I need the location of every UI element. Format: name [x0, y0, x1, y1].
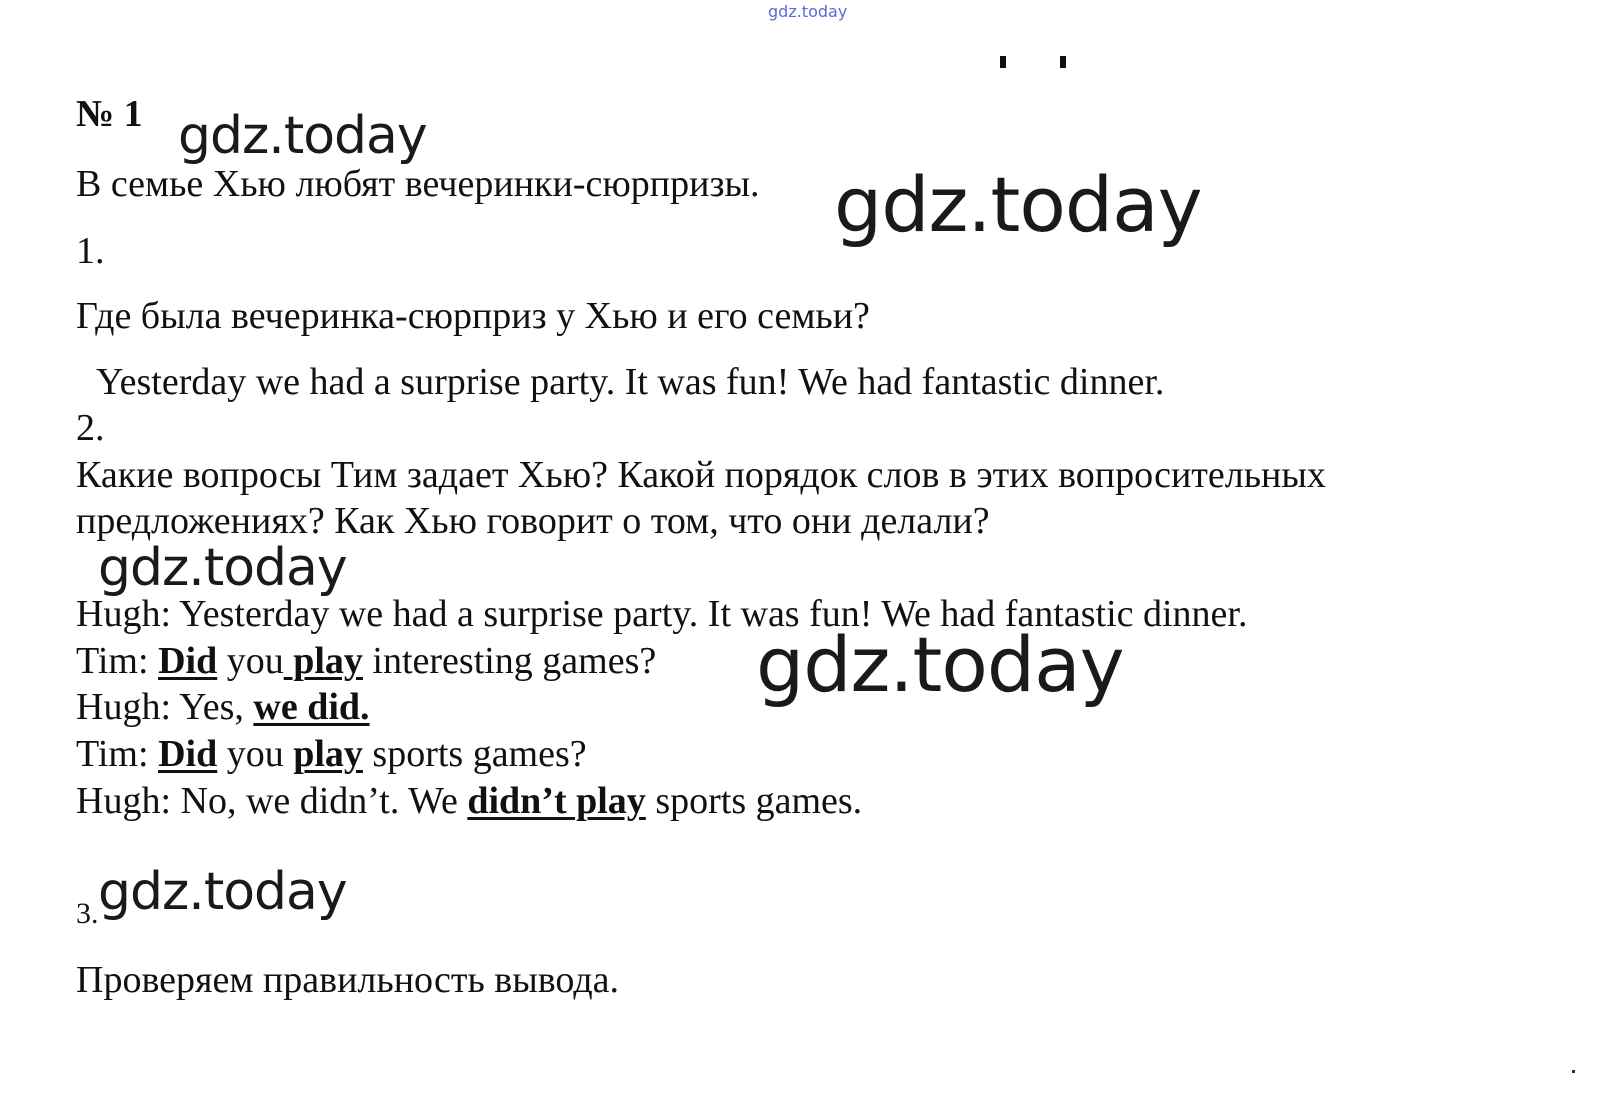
item-3-text: Проверяем правильность вывода.	[76, 959, 620, 1001]
main-verb-play: play	[293, 733, 363, 775]
auxiliary-verb-did: Did	[158, 733, 218, 775]
intro-text: В семье Хью любят вечеринки-сюрпризы.	[76, 163, 760, 205]
speaker-label: Tim:	[76, 640, 159, 682]
speaker-label: Tim:	[76, 733, 159, 775]
watermark: gdz.today	[756, 620, 1124, 709]
exercise-heading: № 1	[76, 93, 143, 135]
short-answer: we did.	[253, 686, 370, 728]
dialogue-line	[76, 685, 370, 729]
speaker-label: Hugh: No, we didn’t. We	[76, 780, 468, 822]
dialogue-line: Hugh: Yesterday we had a surprise party. It was fun! We had fantastic dinner.	[76, 593, 1248, 635]
item-2-question-line-2: предложениях? Как Хью говорит о том, что они делали?	[76, 500, 990, 542]
dialogue-line	[76, 779, 862, 823]
item-2-number: 2.	[76, 407, 105, 449]
dialogue-text: you	[217, 733, 294, 775]
negative-answer: didn’t play	[467, 780, 646, 822]
watermark: gdz.today	[178, 106, 427, 166]
speaker-label: Hugh: Yes,	[76, 686, 254, 728]
dialogue-text: sports games.	[645, 780, 863, 822]
main-verb-play: play	[283, 640, 363, 682]
site-watermark-top: gdz.today	[768, 2, 848, 21]
dialogue-line	[76, 639, 656, 683]
item-3-number: 3.	[76, 897, 99, 930]
watermark: gdz.today	[98, 538, 347, 598]
dialogue-line	[76, 732, 587, 776]
item-2-question-line-1: Какие вопросы Тим задает Хью? Какой порядок слов в этих вопросительных	[76, 454, 1326, 496]
item-1-number: 1.	[76, 230, 105, 272]
scan-mark	[1000, 56, 1006, 68]
item-1-answer: Yesterday we had a surprise party. It was fun! We had fantastic dinner.	[96, 361, 1165, 403]
scan-speck	[1572, 1070, 1575, 1073]
scan-mark	[1060, 56, 1066, 68]
watermark: gdz.today	[834, 160, 1202, 249]
dialogue-text: you	[217, 640, 284, 682]
dialogue-text: sports games?	[362, 733, 587, 775]
watermark: gdz.today	[98, 862, 347, 922]
dialogue-text: interesting games?	[362, 640, 657, 682]
item-1-question: Где была вечеринка-сюрприз у Хью и его семьи?	[76, 295, 870, 337]
auxiliary-verb-did: Did	[158, 640, 218, 682]
